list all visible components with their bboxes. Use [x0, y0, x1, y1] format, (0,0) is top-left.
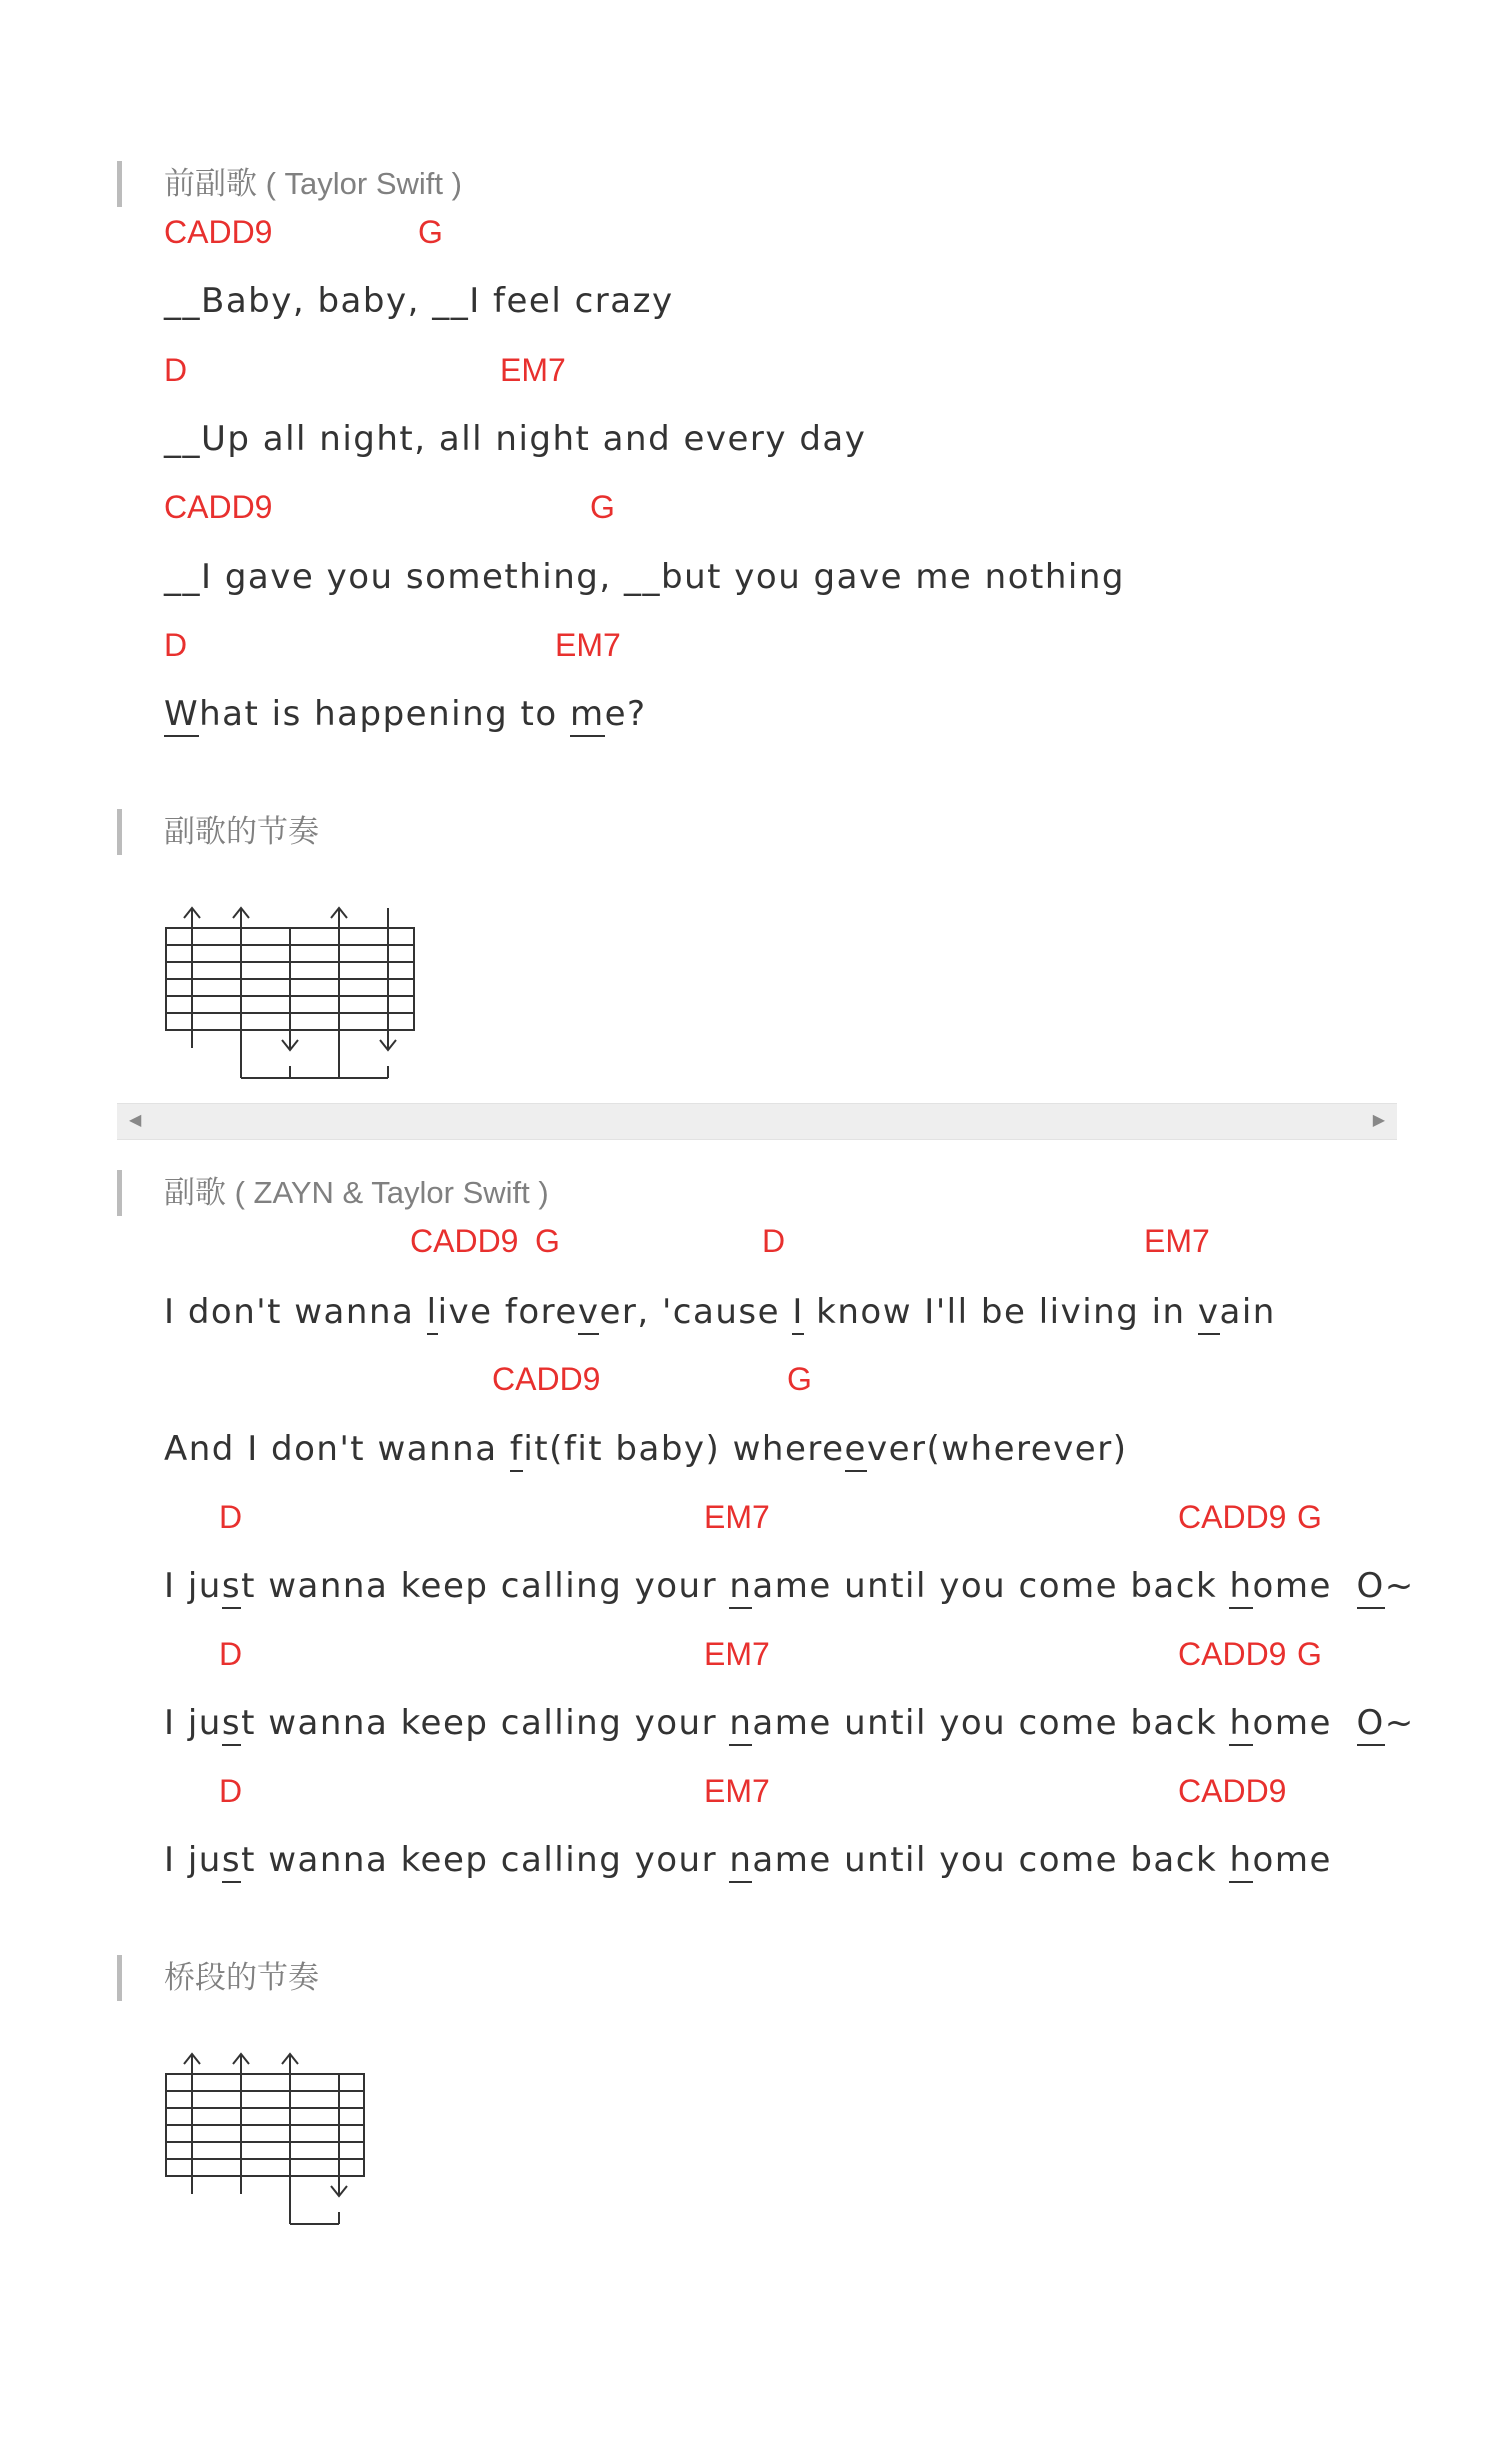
lyric-line: __I gave you something, __but you gave me nothing — [164, 557, 1125, 597]
chord-label: CADD9 — [164, 489, 273, 525]
chord-label: CADD9 — [164, 214, 273, 250]
chord-label: G — [1297, 1499, 1322, 1535]
chord-label: EM7 — [500, 352, 566, 388]
section-header-pre-chorus: 前副歌 ( Taylor Swift ) — [117, 161, 462, 207]
chord-label: D — [762, 1223, 786, 1259]
chord-label: D — [219, 1499, 243, 1535]
chord-label: EM7 — [555, 627, 621, 663]
lyric-line: I just wanna keep calling your name until you come back home O~ — [164, 1703, 1415, 1743]
horizontal-scrollbar[interactable] — [117, 1103, 1397, 1140]
chorus-strum-pattern-diagram — [162, 900, 424, 1082]
lyric-line: I just wanna keep calling your name until you come back home — [164, 1840, 1332, 1880]
chord-label: G — [590, 489, 615, 525]
chord-label: CADD9 — [1178, 1773, 1287, 1809]
chord-label: CADD9 — [1178, 1636, 1287, 1672]
chord-label: G — [418, 214, 443, 250]
chord-label: CADD9 — [410, 1223, 519, 1259]
chord-label: EM7 — [704, 1773, 770, 1809]
chord-label: D — [164, 627, 188, 663]
lyric-line: __Up all night, all night and every day — [164, 419, 867, 459]
chord-label: D — [164, 352, 188, 388]
lyric-line: I don't wanna live forever, 'cause I know I'll be living in vain — [164, 1292, 1276, 1332]
lyric-line: What is happening to me? — [164, 694, 647, 734]
chord-label: D — [219, 1636, 243, 1672]
chord-label: G — [1297, 1636, 1322, 1672]
chord-label: EM7 — [704, 1499, 770, 1535]
chord-label: G — [787, 1361, 812, 1397]
lyric-line: And I don't wanna fit(fit baby) whereever(wherever) — [164, 1429, 1127, 1469]
chord-label: EM7 — [704, 1636, 770, 1672]
section-header-chorus-rhythm: 副歌的节奏 — [117, 809, 319, 855]
lyric-line: I just wanna keep calling your name until you come back home O~ — [164, 1566, 1415, 1606]
chord-label: CADD9 — [1178, 1499, 1287, 1535]
chord-label: D — [219, 1773, 243, 1809]
chord-label: G — [535, 1223, 560, 1259]
scroll-right-icon[interactable]: ▶ — [1372, 1112, 1385, 1129]
chord-label: CADD9 — [492, 1361, 601, 1397]
lyric-line: __Baby, baby, __I feel crazy — [164, 281, 674, 321]
bridge-strum-pattern-diagram — [162, 2046, 374, 2228]
chord-label: EM7 — [1144, 1223, 1210, 1259]
section-header-bridge-rhythm: 桥段的节奏 — [117, 1955, 319, 2001]
scroll-left-icon[interactable]: ◀ — [129, 1112, 142, 1129]
section-header-chorus: 副歌 ( ZAYN & Taylor Swift ) — [117, 1170, 549, 1216]
